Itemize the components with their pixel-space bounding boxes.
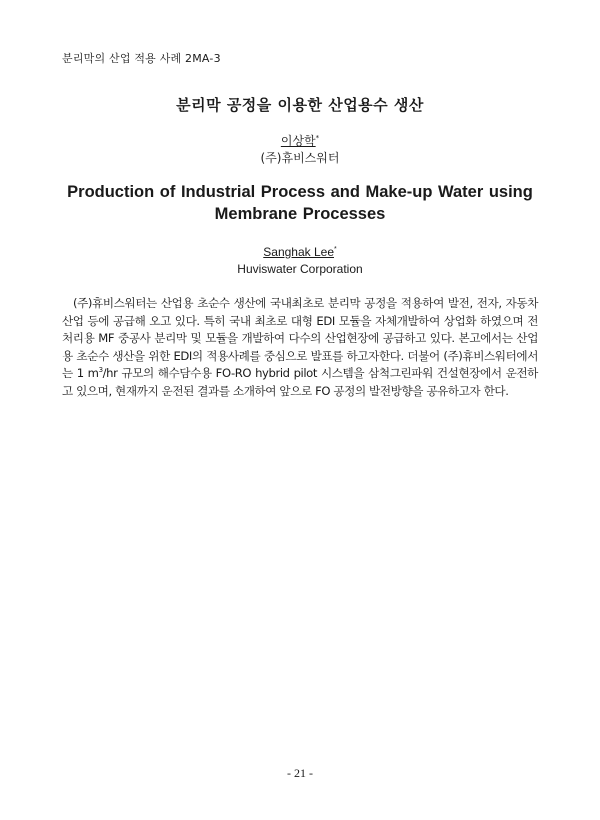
english-title-line-2: Membrane Processes	[214, 205, 386, 223]
korean-author-name: 이상학	[280, 134, 316, 148]
korean-affiliation: (주)휴비스워터	[260, 151, 340, 165]
page-number: - 21 -	[287, 766, 313, 780]
abstract-text-1: (주)휴비스워터는 산업용 초순수 생산에 국내최초로 분리막 공정을 적용하여 발전, 전자, 자동차 산업 등에 공급해 오고 있다. 특히 국내 최초로 대형 EDI 모듈을 자체개발하여 상업화 하였으며 전처리용 MF 중공사 분리막 및 모듈을 개발하여 다수의 산업현장에 공급하고 있다. 본고에서는 산업용 초순수 생산을 위한 EDI의 적용사례를 중심으로 발표를 하고자한다. 더불어 (주)휴비스워터에서는 1 m	[62, 296, 538, 381]
korean-author	[0, 132, 600, 149]
abstract	[62, 295, 538, 401]
korean-author-mark: *	[315, 134, 320, 142]
abstract-paragraph	[62, 295, 538, 401]
running-head: 분리막의 산업 적용 사례 2MA-3	[62, 52, 221, 65]
english-title	[60, 181, 540, 225]
english-affiliation: Huviswater Corporation	[237, 262, 363, 276]
english-title-line-1: Production of Industrial Process and Make-up Water using	[67, 183, 533, 201]
english-author-name: Sanghak Lee	[263, 245, 334, 259]
english-author-mark: *	[334, 246, 337, 253]
abstract-superscript: 3	[98, 366, 103, 375]
korean-title: 분리막 공정을 이용한 산업용수 생산	[176, 96, 424, 114]
english-author	[0, 245, 600, 259]
abstract-text-2: /hr 규모의 해수담수용 FO-RO hybrid pilot 시스템을 삼척그린파워 건설현장에서 운전하고 있으며, 현재까지 운전된 결과를 소개하여 앞으로 FO 공정의 발전방향을 공유하고자 한다.	[62, 366, 538, 398]
